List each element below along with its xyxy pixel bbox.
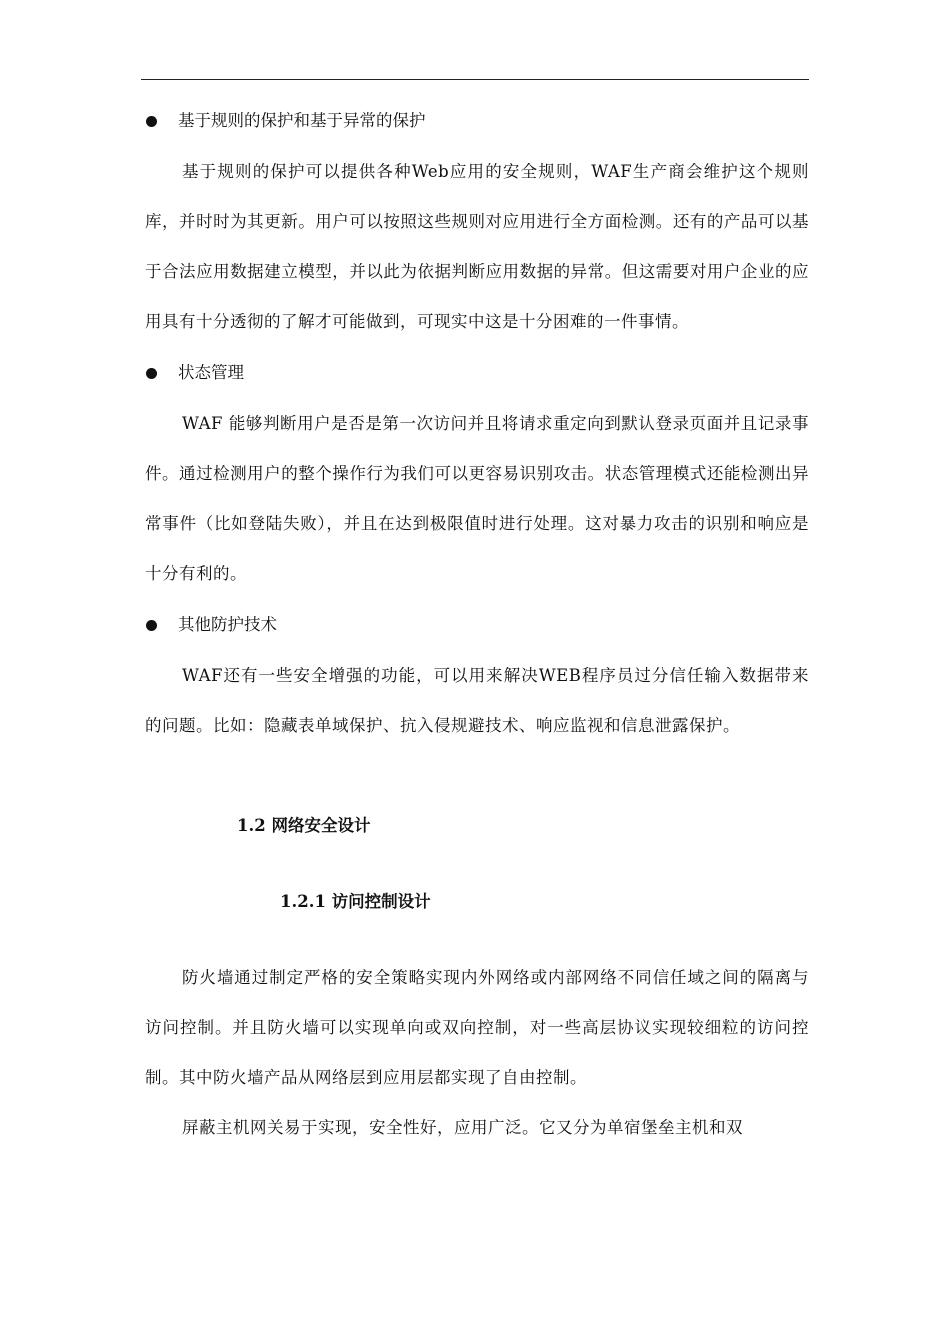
paragraph-other-protection: WAF还有一些安全增强的功能，可以用来解决WEB程序员过分信任输入数据带来的问题。比如：隐藏表单域保护、抗入侵规避技术、响应监视和信息泄露保护。 bbox=[145, 666, 809, 735]
paragraph-firewall: 防火墙通过制定严格的安全策略实现内外网络或内部网络不同信任域之间的隔离与访问控制。并且防火墙可以实现单向或双向控制，对一些高层协议实现较细粒的访问控制。其中防火墙产品从网络层到应用层都实现了自由控制。 bbox=[145, 968, 809, 1087]
bullet-dot-icon bbox=[146, 620, 157, 631]
section-heading-1-2-1: 1.2.1 访问控制设计 bbox=[280, 892, 431, 911]
header-rule bbox=[141, 79, 809, 80]
paragraph-screened-host: 屏蔽主机网关易于实现，安全性好，应用广泛。它又分为单宿堡垒主机和双 bbox=[182, 1118, 743, 1137]
paragraph-state-management: WAF 能够判断用户是否是第一次访问并且将请求重定向到默认登录页面并且记录事件。通过检测用户的整个操作行为我们可以更容易识别攻击。状态管理模式还能检测出异常事件（比如登陆失败），并且在达到极限值时进行处理。这对暴力攻击的识别和响应是十分有利的。 bbox=[145, 414, 809, 583]
paragraph-rule-based: 基于规则的保护可以提供各种Web应用的安全规则，WAF生产商会维护这个规则库，并时时为其更新。用户可以按照这些规则对应用进行全方面检测。还有的产品可以基于合法应用数据建立模型，并以此为依据判断应用数据的异常。但这需要对用户企业的应用具有十分透彻的了解才可能做到，可现实中这是十分困难的一件事情。 bbox=[145, 162, 809, 331]
bullet-dot-icon bbox=[146, 368, 157, 379]
bullet-heading-other-protection bbox=[145, 599, 809, 651]
bullet-heading-state-management bbox=[145, 347, 809, 399]
document-body bbox=[145, 95, 809, 1153]
bullet-heading-text: 其他防护技术 bbox=[178, 615, 277, 634]
bullet-heading-text: 基于规则的保护和基于异常的保护 bbox=[178, 111, 426, 130]
section-heading-1-2: 1.2 网络安全设计 bbox=[237, 816, 371, 835]
bullet-heading-text: 状态管理 bbox=[178, 363, 244, 382]
bullet-heading-rule-based bbox=[145, 95, 809, 147]
bullet-dot-icon bbox=[146, 116, 157, 127]
